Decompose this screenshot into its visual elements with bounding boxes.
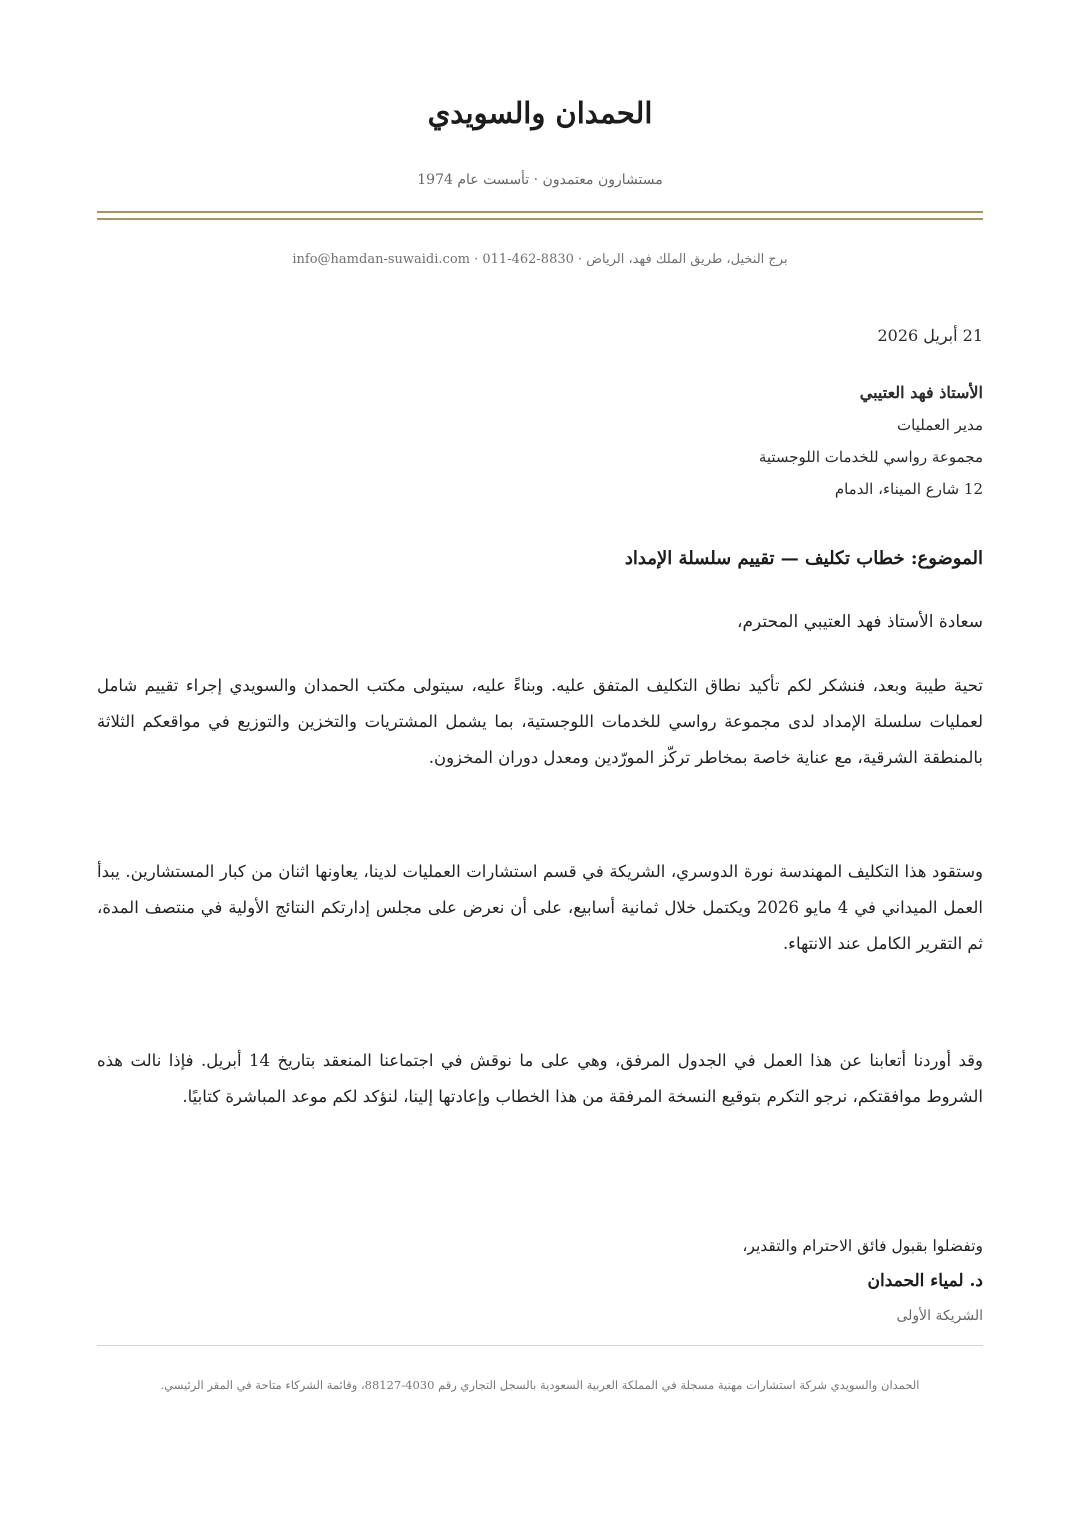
letterhead-divider (97, 211, 983, 220)
contact-line (97, 252, 983, 267)
body-paragraph-2: وستقود هذا التكليف المهندسة نورة الدوسري، الشريكة في قسم استشارات العمليات لدينا، يعاونها اثنان من كبار المستشارين. يبدأ العمل الميداني في 4 مايو 2026 ويكتمل خلال ثمانية أسابيع، على أن نعرض على مجلس إدارتكم النتائج الأولية في منتصف المدة، ثم التقرير الكامل عند الانتهاء. (97, 862, 983, 953)
letter-salutation: سعادة الأستاذ فهد العتيبي المحترم، (736, 612, 983, 632)
firm-tagline: مستشارون معتمدون · تأسست عام 1974 (417, 172, 663, 188)
recipient-name: الأستاذ فهد العتيبي (859, 383, 983, 402)
firm-address: برج النخيل، طريق الملك فهد، الرياض (586, 252, 788, 267)
firm-email: info@hamdan-suwaidi.com (292, 252, 470, 267)
recipient-title: مدير العمليات (897, 416, 983, 434)
recipient-company: مجموعة رواسي للخدمات اللوجستية (758, 448, 983, 466)
contact-separator: · (573, 252, 587, 267)
contact-separator: · (469, 252, 483, 267)
footer-divider (97, 1345, 983, 1346)
letter-subject: الموضوع: خطاب تكليف — تقييم سلسلة الإمداد (624, 548, 983, 569)
recipient-block (759, 377, 983, 505)
signer-name: د. لمياء الحمدان (867, 1271, 983, 1291)
footer-note: الحمدان والسويدي شركة استشارات مهنية مسجلة في المملكة العربية السعودية بالسجل التجاري رقم 4030-88127، وقائمة الشركاء متاحة في المقر الرئيسي. (160, 1378, 920, 1392)
signer-title: الشريكة الأولى (896, 1308, 983, 1324)
letter-page (97, 0, 983, 1525)
letter-date: 21 أبريل 2026 (877, 326, 983, 345)
firm-phone: 011-462-8830 (482, 252, 574, 267)
letter-closing: وتفضلوا بقبول فائق الاحترام والتقدير، (742, 1237, 983, 1255)
firm-name: الحمدان والسويدي (427, 96, 653, 130)
recipient-address: 12 شارع الميناء، الدمام (834, 480, 983, 498)
body-paragraph-1: تحية طيبة وبعد، فنشكر لكم تأكيد نطاق التكليف المتفق عليه. وبناءً عليه، سيتولى مكتب الحمدان والسويدي إجراء تقييم شامل لعمليات سلسلة الإمداد لدى مجموعة رواسي للخدمات اللوجستية، بما يشمل المشتريات والتخزين والتوزيع في مواقعكم الثلاثة بالمنطقة الشرقية، مع عناية خاصة بمخاطر تركّز المورّدين ومعدل دوران المخزون. (97, 676, 983, 767)
body-paragraph-3: وقد أوردنا أتعابنا عن هذا العمل في الجدول المرفق، وهي على ما نوقش في اجتماعنا المنعقد بتاريخ 14 أبريل. فإذا نالت هذه الشروط موافقتكم، نرجو التكرم بتوقيع النسخة المرفقة من هذا الخطاب وإعادتها إلينا، لنؤكد لكم موعد المباشرة كتابيًا. (97, 1051, 983, 1106)
